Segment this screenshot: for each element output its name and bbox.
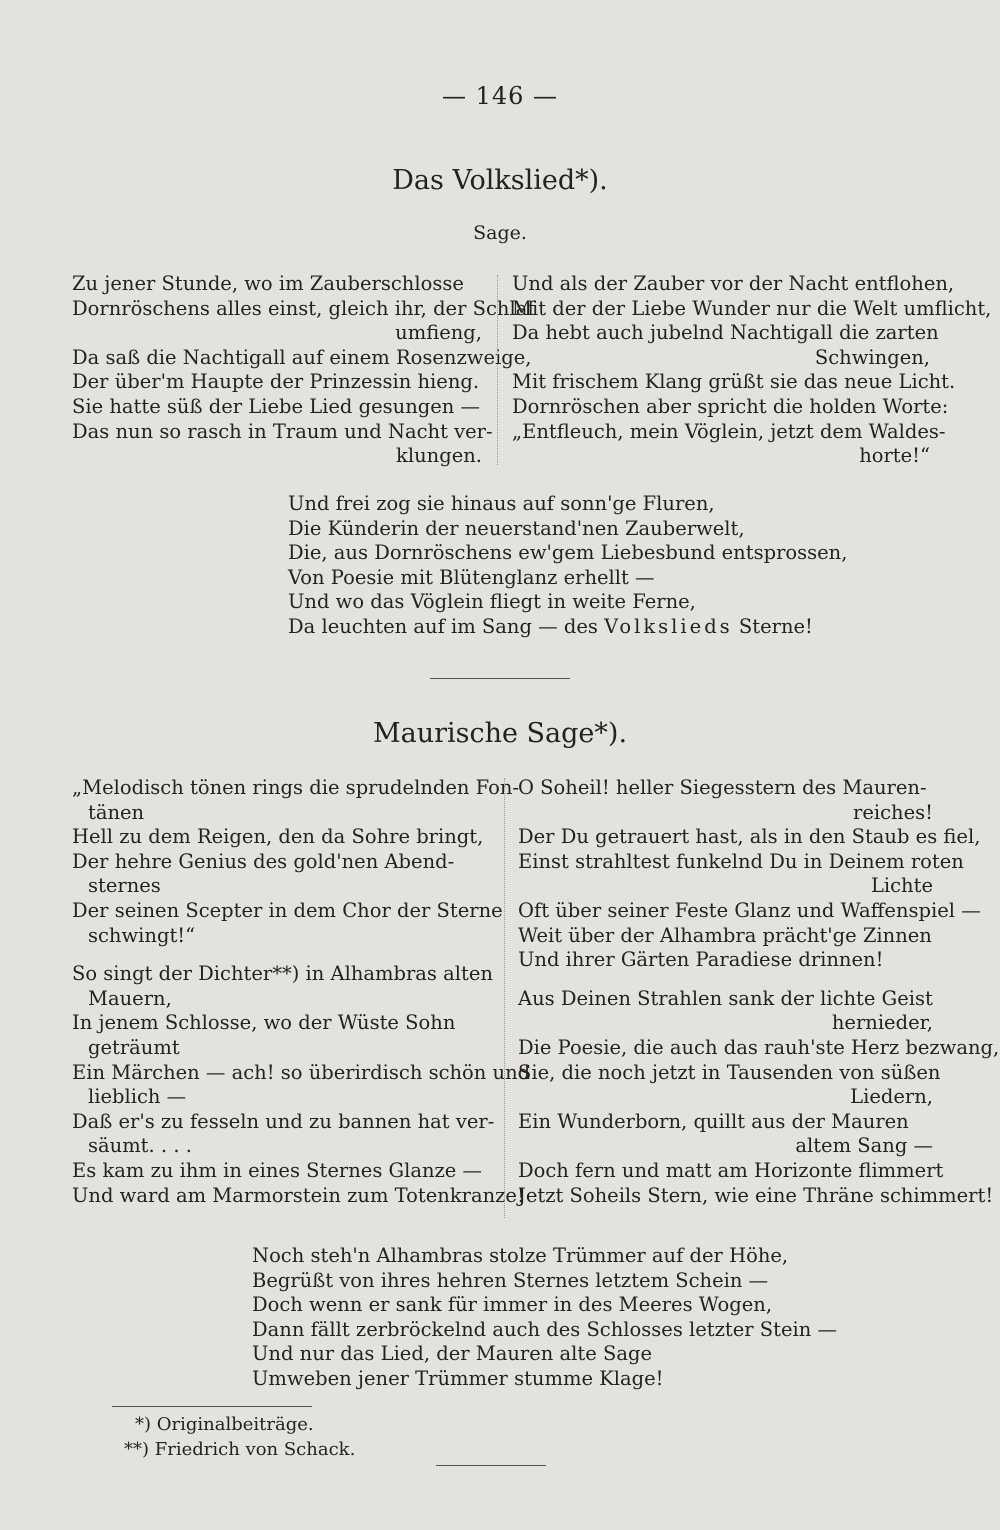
verse-line: Doch fern und matt am Horizonte flimmert xyxy=(518,1158,944,1182)
verse-line: Ein Märchen — ach! so überirdisch schön und xyxy=(72,1060,531,1084)
verse-line: lieblich — xyxy=(88,1085,187,1109)
verse-line: Der über'm Haupte der Prinzessin hieng. xyxy=(72,370,480,394)
footnote: *) Originalbeiträge. xyxy=(135,1414,314,1435)
verse-line: tänen xyxy=(88,800,145,824)
footnote-rule xyxy=(112,1406,312,1407)
verse-line: Oft über seiner Feste Glanz und Waffenspiel — xyxy=(518,898,981,922)
end-divider xyxy=(436,1465,546,1466)
verse-line: Und nur das Lied, der Mauren alte Sage xyxy=(252,1342,652,1366)
verse-line: Von Poesie mit Blütenglanz erhellt — xyxy=(288,565,655,589)
poem2-closing-stanza xyxy=(252,1244,872,1392)
verse-line: Jetzt Soheils Stern, wie eine Thräne schimmert! xyxy=(518,1183,994,1207)
verse-line: Es kam zu ihm in eines Sternes Glanze — xyxy=(72,1158,483,1182)
verse-line: Der hehre Genius des gold'nen Abend- xyxy=(72,849,455,873)
verse-line: Und als der Zauber vor der Nacht entflohen, xyxy=(512,272,955,295)
verse-line: Dornröschens alles einst, gleich ihr, der Schlaf xyxy=(72,296,535,320)
section-divider xyxy=(430,678,570,679)
verse-line: Dann fällt zerbröckelnd auch des Schlosses letzter Stein — xyxy=(252,1317,838,1341)
footnotes xyxy=(124,1412,524,1462)
verse-line: Lichte xyxy=(870,874,933,898)
verse-line: Und frei zog sie hinaus auf sonn'ge Fluren, xyxy=(288,492,715,515)
verse-line: Die Künderin der neuerstand'nen Zauberwelt, xyxy=(288,516,745,540)
verse-line: Daß er's zu fesseln und zu bannen hat ver- xyxy=(72,1109,495,1133)
column-separator xyxy=(497,275,498,465)
verse-line: Das nun so rasch in Traum und Nacht ver- xyxy=(72,419,493,443)
verse-line: horte!“ xyxy=(859,444,930,468)
poem1-subtitle: Sage. xyxy=(473,222,527,244)
verse-line: Einst strahltest funkelnd Du in Deinem roten xyxy=(518,849,964,873)
verse-line: Hell zu dem Reigen, den da Sohre bringt, xyxy=(72,825,484,849)
verse-line: Dornröschen aber spricht die holden Worte: xyxy=(512,394,949,418)
stanza-gap xyxy=(518,973,933,987)
verse-line: Mit frischem Klang grüßt sie das neue Licht. xyxy=(512,370,956,394)
verse-line: Ein Wunderborn, quillt aus der Mauren xyxy=(518,1109,909,1133)
verse-line: Und ward am Marmorstein zum Totenkranze! xyxy=(72,1183,525,1207)
verse-line-final xyxy=(288,615,848,640)
verse-text: Sterne! xyxy=(732,614,813,638)
verse-line: Sie, die noch jetzt in Tausenden von süßen xyxy=(518,1060,941,1084)
verse-line: schwingt!“ xyxy=(88,923,196,947)
verse-line: reiches! xyxy=(853,800,933,824)
poem1-closing-stanza xyxy=(288,492,848,640)
verse-line: Doch wenn er sank für immer in des Meeres Wogen, xyxy=(252,1293,773,1317)
verse-line: „Entfleuch, mein Vöglein, jetzt dem Waldes- xyxy=(512,419,946,443)
verse-line: Zu jener Stunde, wo im Zauberschlosse xyxy=(72,272,464,295)
verse-line: umfieng, xyxy=(395,321,482,345)
verse-line: Mit der der Liebe Wunder nur die Welt umflicht, xyxy=(512,296,992,320)
footnote: **) Friedrich von Schack. xyxy=(124,1439,356,1460)
verse-text: Da leuchten auf im Sang — des xyxy=(288,614,605,638)
verse-line: „Melodisch tönen rings die sprudelnden Fon- xyxy=(72,776,520,799)
verse-line: Mauern, xyxy=(88,986,172,1010)
verse-line: Der Du getrauert hast, als in den Staub es fiel, xyxy=(518,825,981,849)
verse-line: säumt. . . . xyxy=(88,1134,192,1158)
poem2-title: Maurische Sage*). xyxy=(372,718,628,749)
verse-line: geträumt xyxy=(88,1035,180,1059)
verse-line: Die Poesie, die auch das rauh'ste Herz bezwang, xyxy=(518,1035,1000,1059)
verse-line: altem Sang — xyxy=(795,1134,933,1158)
page-number: — 146 — xyxy=(441,82,559,110)
poem1-right-stanza xyxy=(512,272,992,469)
verse-line: Umweben jener Trümmer stumme Klage! xyxy=(252,1366,664,1390)
verse-line: Da hebt auch jubelnd Nachtigall die zarten xyxy=(512,321,939,345)
verse-line: Und wo das Vöglein fliegt in weite Ferne, xyxy=(288,590,696,614)
verse-line: So singt der Dichter**) in Alhambras alten xyxy=(72,962,493,986)
verse-line: klungen. xyxy=(396,444,482,468)
verse-line: O Soheil! heller Siegesstern des Mauren- xyxy=(518,776,927,799)
poem2-left-stanza xyxy=(72,776,531,1208)
verse-line: Der seinen Scepter in dem Chor der Sterne xyxy=(72,898,503,922)
column-separator xyxy=(504,778,505,1218)
verse-line: Begrüßt von ihres hehren Sternes letztem Schein — xyxy=(252,1268,769,1292)
verse-line: Und ihrer Gärten Paradiese drinnen! xyxy=(518,948,884,972)
emphasized-word: Volkslieds xyxy=(604,614,733,638)
verse-line: Noch steh'n Alhambras stolze Trümmer auf der Höhe, xyxy=(252,1244,789,1267)
poem1-title: Das Volkslied*). xyxy=(392,165,608,196)
verse-line: Aus Deinen Strahlen sank der lichte Geist xyxy=(518,986,933,1010)
verse-line: Die, aus Dornröschens ew'gem Liebesbund entsprossen, xyxy=(288,541,848,565)
verse-line: Liedern, xyxy=(850,1085,933,1109)
verse-line: hernieder, xyxy=(831,1011,933,1035)
verse-line: In jenem Schlosse, wo der Wüste Sohn xyxy=(72,1011,456,1035)
verse-line: Da saß die Nachtigall auf einem Rosenzweige, xyxy=(72,345,532,369)
verse-line: sternes xyxy=(88,874,161,898)
poem1-left-stanza xyxy=(72,272,535,469)
verse-line: Schwingen, xyxy=(814,345,930,369)
poem2-right-stanza xyxy=(518,776,1000,1208)
verse-line: Sie hatte süß der Liebe Lied gesungen — xyxy=(72,394,481,418)
stanza-gap xyxy=(72,948,487,962)
verse-line: Weit über der Alhambra prächt'ge Zinnen xyxy=(518,923,932,947)
